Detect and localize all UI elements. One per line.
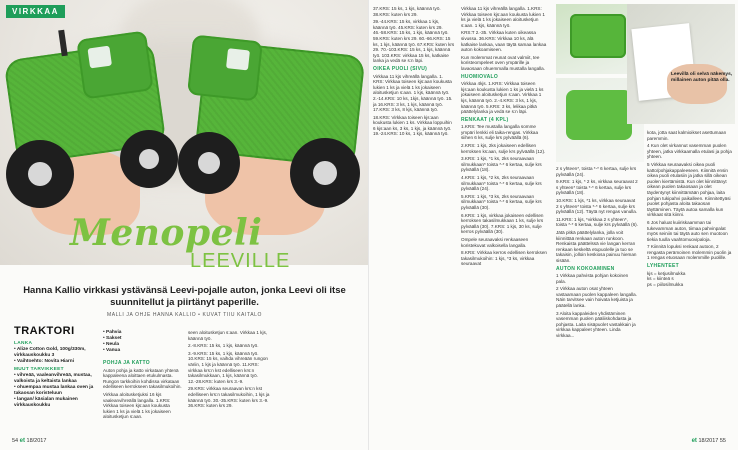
- tarvike-item: • Sakset: [103, 336, 122, 341]
- paragraph: Kun molemmat reunat ovat valmiit, tee koristeompeleet oven ympärille ja lavaosaan ohuemmalla mustalla langalla.: [461, 54, 546, 71]
- paragraph: 4 Kun olet virkannut vasemman puolen yhteen, jatka virkkaamalla etulasi ja pohja yhteen.: [647, 143, 732, 160]
- tarvike-item: • Vanua: [103, 348, 121, 353]
- paragraph: 2.KRS: 1 kjs, 2ks jokaiseen edellisen kerroksen ks:aan, sulje krs pylväällä (12).: [461, 143, 546, 154]
- text-column: [461, 6, 549, 436]
- lanka-label: LANKA: [14, 341, 33, 346]
- text-column: [373, 6, 455, 436]
- left-tractor-cabin: [76, 30, 154, 99]
- paragraph: 29.KRS: virkkaa seuraavan krs:n kst edelliseen krs:n takasilmukoihin, 1 kjs ja käännä työ. 30.-35.KRS: kuten krs 3.-9. 36.KRS: kuten krs 29.: [188, 386, 270, 409]
- credit-line: MALLI JA OHJE HANNA KALLIO • KUVAT TIIU KAITALO: [106, 312, 263, 318]
- section-heading: POHJA JA KATTO: [103, 360, 150, 366]
- paragraph: 11.KRS: 1 kjs, *virkkaa 2 s yhteen*, toista *-* 6 kertaa, sulje krs pylväällä (6).: [556, 216, 638, 228]
- right-page: [369, 0, 738, 450]
- paragraph: 37.KRS: 15 ks, 1 kjs, käännä työ. 38.KRS: kuten krs 29.: [373, 6, 441, 17]
- paragraph: 18.KRS: Virkkaa toiseen kjs:aan koukusta lukien 1 ks. Virkkaa loppuihin 6 kjs:aan ks, 3 ks, 1 kjs, ja käännä työ. 19.-24.KRS: 10 ks, 1 kjs, käännä työ.: [373, 114, 452, 137]
- text-column: [647, 130, 733, 438]
- materials-column-2: [103, 330, 153, 354]
- crochet-piece: [566, 90, 632, 140]
- page-number: 54: [12, 438, 19, 444]
- tarvike-item: • Neula: [103, 342, 120, 347]
- paragraph: kota, jotta saat kalmioikset asettumaan paremmin.: [647, 130, 727, 141]
- page-number-right: [692, 438, 726, 444]
- abbreviation: ps = piilosilmukka: [647, 281, 684, 287]
- child-arm: [667, 64, 727, 104]
- issue: 18/2017: [26, 438, 47, 444]
- magazine-logo: et: [691, 438, 697, 444]
- paragraph: 2 s yhteen*, toista *-* 6 kertaa, sulje krs pylväällä (24).: [556, 166, 637, 177]
- paragraph: 1 Virkkaa pahvista pohjan kokoinen pala.: [556, 273, 629, 284]
- tarvikkeet-label: MUUT TARVIKKEET: [14, 367, 64, 372]
- paragraph: 1.KRS: Tee mustalla langalla somme ympäri lenkki eli taika-rengas. Virkkaa siihen 6 ks, sulje krs pylväällä (6).: [461, 124, 539, 141]
- lanka-item: • Alize Cotton Gold, 100g/330m, virkkauskoukku 3: [14, 347, 86, 358]
- section-heading: AUTON KOKOAMINEN: [556, 265, 615, 272]
- paragraph: 3 Aloita kappaleiden yhdistäminen vasemman puolen pääliiskohdasta ja pohjasta. Laita sisäpuolet vastakkain ja virkkaa kappaleet yhteen. Linda virkkaa...: [556, 310, 636, 339]
- paragraph: 5 Virkkaa seuraavaksi oikea puoli katto/pohjakappaleeseen. Kiinnitä ensin oikea puoli etulasiin ja jatka sillä oikean puolen kiertämistä. Kun olet kiinnittänyt oikean puolen takaosaan ja olet täydentynyt kiinnittämään pohjaa, laita pohjan tukipahvi paikalleen. Kiinnitettyäsi puolet pohjasta aloita takaosan täyttäminen. Täytä autoa samalla kun virkkaat sitä kiinni.: [647, 161, 731, 218]
- paragraph: 2.-8.KRS: 15 ks, 1 kjs, käännä työ.: [188, 343, 259, 349]
- tarvike-item: • vihreää, vaaleanvihreää, mustaa, valkoista ja keltaista lankaa: [14, 373, 92, 384]
- text-column: [188, 330, 270, 438]
- left-tractor-wheel: [6, 140, 74, 208]
- paragraph: Jätä pitkä päättelylanka, jolla voit kiinnittää renkaan auton runkoon. Renkaista päättelssä vie langan kerran renkaan keskeltä etupuolelle ja tuo se takaisin, jolloin keskiosa painuu hieman sisään.: [556, 229, 637, 263]
- paragraph: 39.-44.KRS: 15 ks, virkkaa 1 kjs, käännä työ. 45.KRS: kuten krs 29. 46.-58.KRS: 15 ks, 1 kjs, käännä työ. 59.KRS: kuten krs 29. 60.-66.KRS: 15 ks, 1 kjs, käännä työ. 67.KRS: kuten krs 29. 70.-103.KRS: 15 ks, 1 kjs, käännä työ. 103.KRS: virkkaa 15 ks, katkaise lanka ja vedä se s:n läpi.: [373, 19, 455, 64]
- page-number-left: [12, 438, 46, 444]
- tarvike-item: • ohuempaa mustaa lankaa oven ja takaosan koristeluun: [14, 385, 94, 396]
- section-heading: OIKEA PUOLI (SIVU): [373, 65, 428, 72]
- paragraph: 5.KRS: 1 kjs, *3 ks, 2ks seuraavaan silmukkaan* toista *-* 6 kertaa, sulje krs pylväällä (30).: [461, 193, 542, 210]
- photo-caption: Leevillä oli selvä näkemys, millainen auton pitää olla.: [671, 72, 733, 83]
- materials-column: [14, 339, 98, 409]
- paragraph: 6.KRS: 1 kjs, virkkaa jokaiseen edellisen kerroksen takasilmukkaan 1 ks, sulje krs pylväällä (30). 7.KRS: 1 kjs, 30 ks, sulje kerros pylväällä (30).: [461, 212, 544, 235]
- section-heading: HUOMIOVALO: [461, 73, 499, 80]
- lanka-item: • Vaihtoehto: Novita Hiarni: [14, 359, 75, 364]
- paragraph: seen aloitusketjun s:aan. Virkkaa 1 kjs, käännä työ.: [188, 330, 268, 341]
- magazine-logo: et: [19, 438, 25, 444]
- section-heading: RENKAAT (4 KPL): [461, 116, 509, 123]
- text-column: [103, 358, 183, 438]
- page-number: 55: [719, 438, 726, 444]
- drawing-photo: [627, 4, 735, 124]
- lede: Hanna Kallio virkkasi ystävänsä Leevi-pojalle auton, jonka Leevi oli itse suunnitellut ja piirtänyt paperille.: [23, 285, 346, 308]
- right-tractor-wheel-rear: [290, 138, 360, 208]
- paragraph: Auton pohja ja katto virkataan yhtenä kappaleena aloittaen etukulmasta. Rungon tarkkoihin kohdissa virkataan edelliseen kerrokseen takasilmukoihin.: [103, 367, 182, 390]
- paragraph: 4.KRS: 1 kjs, *2 ks, 2ks seuraavaan silmukkaan* toista *-* 6 kertaa, sulje krs pylväällä (24).: [461, 175, 542, 192]
- paragraph: Virkkaa 11 kjs vihreällä langalla. 1.KRS: Virkkaa toiseen kjs:aan koukusta lukien 1 ks ja vielä 1 ks jokaiseen aloitusketjun s:aan. 1 kjs, käännä työ.: [461, 6, 545, 28]
- paragraph: 3.KRS: 1 kjs, *1 ks, 2ks seuraavaan silmukkaan* toista *-* 6 kertaa, sulje krs pylväällä (18).: [461, 156, 542, 173]
- section-tag: VIRKKAA: [6, 5, 65, 18]
- issue: 18/2017: [698, 438, 719, 444]
- article-title: Menopeli: [70, 212, 263, 254]
- paragraph: Virkkaa 11 kjs vihreällä langalla. 1. KRS: Virkkaa toiseen kjs:aan koukusta lukien 1 ks ja vielä 1 ks jokaiseen aloitusketjun s:aan. 1 kjs, käännä työ. 2.-14.KRS: 10 ks, 1kjs, käännä työ. 15. ja 16.KRS: 3 ks, 1 kjs, käännä työ. 17.KRS: 3 ks, 8 kjs, käännä työ.: [373, 73, 453, 113]
- paragraph: 7 Kiinnitä lopuksi renkaat autoon, 2 rengasta perämoinen molemmin puolin ja 1 rengas etuosaan molemmille puolille.: [647, 244, 732, 261]
- paragraph: 8.KRS: Virkkaa kerros edellisen kerroksen takasilmukoihin: 1 kjs, *3 ks, virkkaa seuraavat: [461, 250, 547, 267]
- paragraph: Virkkaa aloitusketjuksi 16 kjs vaaleanvihreällä langalla. 1.KRS: Virkkaa toiseen kjs:aan koukusta lukien 1 ks ja vielä 1 ks jokaiseen aloitusketjun s:aan.: [103, 391, 171, 420]
- traktori-heading: TRAKTORI: [14, 325, 75, 337]
- paragraph: Ompele seuraavaksi renkaaseen koristekuvat valkoisella langalla.: [461, 236, 529, 248]
- tarvike-item: • Pahvia: [103, 330, 122, 335]
- text-column: [556, 166, 638, 438]
- abbreviation: ks = kiinteä s: [647, 276, 674, 282]
- right-tractor-cabin: [187, 35, 263, 102]
- paragraph: 9.KRS: 1 kjs, * 2 ks, virkkaa seuraavat 2 s yhteen* toista *-* 6 kertaa, sulje krs pylväällä (18).: [556, 179, 638, 196]
- section-heading: LYHENTEET: [647, 263, 679, 270]
- paragraph: Virkkaa 4kjs. 1.KRS: Virkkaa toiseen kjs:aan koukusta lukien 1 ks ja vielä 1 ks jokaiseen aloitusketjun s:aan. Virkkaa 1 kjs, käännä työ. 2.-4.KRS: 3 ks, 1 kjs, käännä työ. 5.KRS: 3 ks, lelikaa pitkä päättelylanka ja vedä se s:n läpi.: [461, 81, 544, 115]
- tarvike-item: • langan/ käsialan mukainen virkkauskoukku: [14, 397, 78, 408]
- paragraph: 2 Virkkaa auton osat yhteen vastaamaan puolen kappaleen langalla. Näin tarvitsee vain hoivata ketjuista ja päätellä lanka.: [556, 286, 637, 309]
- paragraph: 3.-9.KRS: 15 ks, 1 kjs, käännä työ. 10.KRS: 15 ks, vaihda vihreään rungon väriin, 1 kjs ja käännä työ. 11.KRS: virkkaa krs:n kst edelliseen krs:n takasilmukkaan, 1 kjs, käännä työ. 12.-28.KRS: kuten krs 3.-9.: [188, 350, 268, 384]
- crochet-piece: [570, 14, 626, 58]
- paragraph: KRS:T 2.-35. Virkkaa kuten oikeassa sivussa. 36.KRS: Virkkaa 10 ks, älä katkaise lankaa, vaan täytä samaa lankaa auton kokoamiseen.: [461, 30, 547, 53]
- paragraph: 10.KRS: 1 kjs, *1 ks, virkkaa seuraavat 2 s yhteen* toista *-* 6 kertaa, sulje krs pylväällä (12). Täytä nyt rengas vanulla.: [556, 197, 638, 215]
- paragraph: 6 Jos haluat kuiiriskaamman tai tukevamman auton, tiimaa pahvinpalat myös seiniin tai täytä auto sen muotoon tiekia tuulla vaahtomuovipaloja.: [647, 219, 728, 242]
- right-tractor-wheel: [178, 132, 240, 194]
- left-tractor-wheel-rear: [120, 130, 178, 188]
- abbreviation: kjs = ketjusilmukka: [647, 270, 686, 276]
- article-subtitle: LEEVILLE: [190, 250, 291, 272]
